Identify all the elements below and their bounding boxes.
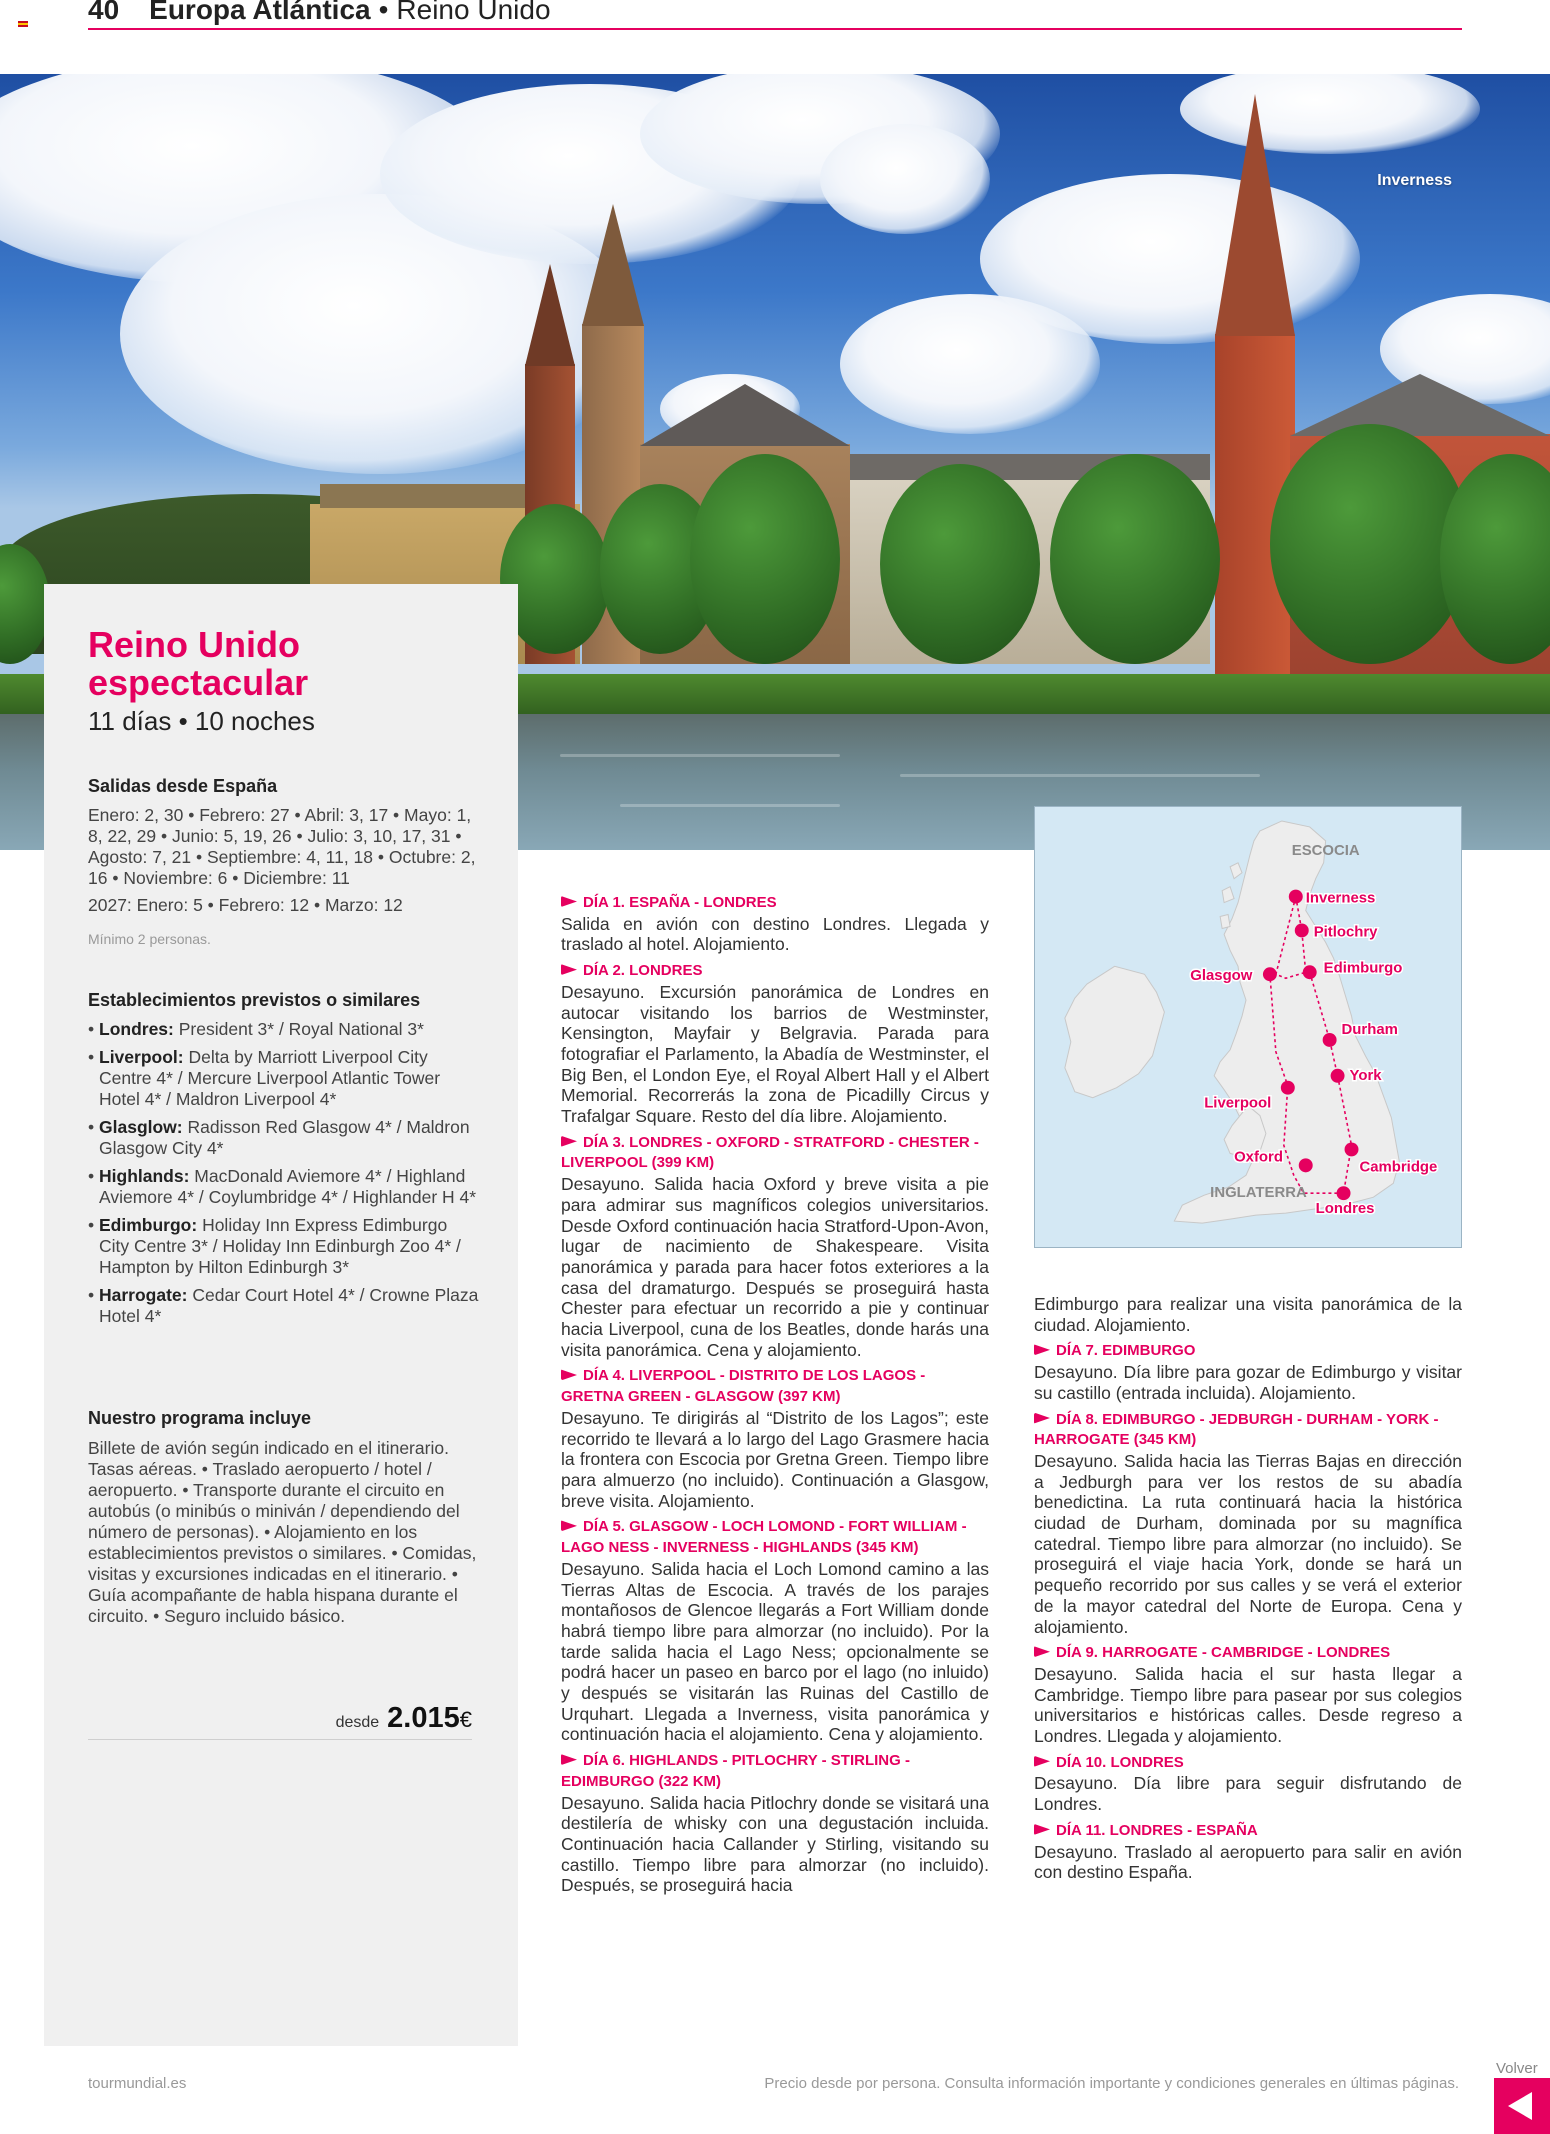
hotel-item-harrogate: • Harrogate: Cedar Court Hotel 4* / Crowne Plaza Hotel 4* — [88, 1285, 480, 1327]
back-arrow-icon — [1508, 2092, 1532, 2120]
tour-title: Reino Unido espectacular — [88, 624, 309, 703]
map-label-inglaterra: INGLATERRA — [1210, 1184, 1307, 1202]
departures-text: Enero: 2, 30 • Febrero: 27 • Abril: 3, 17 • Mayo: 1, 8, 22, 29 • Junio: 5, 19, 26 • Julio: 3, 10, 17, 31 • Agosto: 7, 21 • Septiembre: 4, 11, 18 • Octubre: 2, 16 • Noviembre: 6 • Diciembre: 11 — [88, 805, 476, 888]
day-description: Desayuno. Salida hacia Pitlochry donde se visitará una destilería de whisky con una degustación incluida. Continuación hacia Callander y Stirling, visitando su castillo. Tiempo libre para almorzar (no incluido). Después, se proseguirá hacia — [561, 1792, 989, 1896]
back-label[interactable]: Volver — [1496, 2060, 1538, 2077]
includes-heading: Nuestro programa incluye — [88, 1408, 312, 1428]
departures-2027: 2027: Enero: 5 • Febrero: 12 • Marzo: 12 — [88, 895, 403, 915]
hotel-item-liverpool: • Liverpool: Delta by Marriott Liverpool City Centre 4* / Mercure Liverpool Atlantic Tower Hotel 4* / Maldron Liverpool 4* — [88, 1047, 480, 1110]
play-arrow-icon — [561, 1520, 577, 1531]
day-heading: DÍA 10. LONDRES — [1034, 1753, 1462, 1774]
map-label-pitlochry: Pitlochry — [1313, 923, 1378, 941]
map-label-glasgow: Glasgow — [1190, 967, 1253, 985]
map-label-cambridge: Cambridge — [1359, 1158, 1438, 1176]
day-description: Desayuno. Salida hacia el sur hasta llegar a Cambridge. Tiempo libre para pasear por sus colegios universitarios e históricas calles. Desde regreso a Londres. Llegada y alojamiento. — [1034, 1663, 1462, 1747]
hotel-item-highlands: • Highlands: MacDonald Aviemore 4* / Highland Aviemore 4* / Coylumbridge 4* / Highlander H 4* — [88, 1166, 480, 1208]
price-amount: 2.015 — [387, 1702, 460, 1734]
itinerary-column-2 — [1034, 1294, 1462, 1883]
day-heading: DÍA 3. LONDRES - OXFORD - STRATFORD - CHESTER - LIVERPOOL (399 KM) — [561, 1133, 979, 1172]
back-button[interactable] — [1494, 2078, 1550, 2134]
page-number: 40 — [88, 0, 120, 25]
play-arrow-icon — [561, 1754, 577, 1765]
price-prefix: desde — [335, 1714, 380, 1731]
play-arrow-icon — [1034, 1756, 1050, 1767]
country-name: Reino Unido — [396, 0, 551, 25]
hotels-list — [88, 1019, 480, 1334]
departures-heading: Salidas desde España — [88, 776, 278, 796]
day-heading: DÍA 7. EDIMBURGO — [1034, 1341, 1462, 1362]
day-description: Desayuno. Te dirigirás al “Distrito de los Lagos”; este recorrido te llevará a lo largo del Lago Grasmere hacia la frontera con Escocia por Gretna Green. Tiempo libre para almuerzo (no incluido). Continuación a Glasgow, breve visita. Alojamiento. — [561, 1407, 989, 1511]
region-name: Europa Atlántica — [149, 0, 371, 25]
map-label-inverness: Inverness — [1305, 889, 1376, 907]
page-header — [88, 0, 1462, 30]
photo-caption: Inverness — [1377, 172, 1452, 189]
hotel-item-edimburgo: • Edimburgo: Holiday Inn Express Edimburgo City Centre 3* / Holiday Inn Edinburgh Zoo 4* / Hampton by Hilton Edinburgh 3* — [88, 1215, 480, 1278]
map-label-oxford: Oxford — [1234, 1148, 1283, 1166]
day-description: Desayuno. Salida hacia el Loch Lomond camino a las Tierras Altas de Escocia. A través de los parajes montañosos de Glencoe llegarás a Fort William donde habrá tiempo libre para almorzar (no incluido). Por la tarde salida hacia el Lago Ness; opcionalmente se podrá hacer un paseo en barco por el lago (no inluido) y después se visitarán las Ruinas del Castillo de Urquhart. Llegada a Inverness, visita panorámica y continuación hacia el alojamiento. Cena y alojamiento. — [561, 1558, 989, 1745]
day-heading: DÍA 2. LONDRES — [561, 961, 989, 982]
play-arrow-icon — [1034, 1413, 1050, 1424]
map-label-londres: Londres — [1315, 1200, 1375, 1218]
map-label-durham: Durham — [1341, 1020, 1398, 1038]
map-label-liverpool: Liverpool — [1204, 1094, 1272, 1112]
day-heading: DÍA 4. LIVERPOOL - DISTRITO DE LOS LAGOS - GRETNA GREEN - GLASGOW (397 KM) — [561, 1367, 926, 1406]
play-arrow-icon — [1034, 1344, 1050, 1355]
hotels-heading: Establecimientos previstos o similares — [88, 990, 421, 1010]
day-description: Desayuno. Día libre para seguir disfrutando de Londres. — [1034, 1773, 1462, 1815]
spain-flag-icon — [18, 21, 28, 27]
price-row — [88, 1702, 472, 1740]
includes-text: Billete de avión según indicado en el itinerario. Tasas aéreas. • Traslado aeropuerto / hotel / aeropuerto. • Transporte durante el circuito en autobús (o minibús o miniván / dependiendo del número de personas). • Alojamiento en los establecimientos previstos o similares. • Comidas, visitas y excursiones indicadas en el itinerario. • Guía acompañante de habla hispana durante el circuito. • Seguro incluido básico. — [88, 1438, 477, 1626]
hotel-item-londres: • Londres: President 3* / Royal National 3* — [88, 1019, 480, 1040]
day-heading: DÍA 8. EDIMBURGO - JEDBURGH - DURHAM - YORK - HARROGATE (345 KM) — [1034, 1410, 1439, 1449]
day-heading: DÍA 6. HIGHLANDS - PITLOCHRY - STIRLING - EDIMBURGO (322 KM) — [561, 1752, 910, 1790]
play-arrow-icon — [1034, 1824, 1050, 1835]
day-description: Desayuno. Traslado al aeropuerto para salir en avión con destino España. — [1034, 1841, 1462, 1883]
day-heading: DÍA 11. LONDRES - ESPAÑA — [1034, 1821, 1462, 1842]
map-label-york: York — [1349, 1066, 1382, 1084]
day-description: Salida en avión con destino Londres. Llegada y traslado al hotel. Alojamiento. — [561, 913, 989, 955]
map-label-edimburgo: Edimburgo — [1323, 959, 1403, 977]
hotel-item-glasgow: • Glasglow: Radisson Red Glasgow 4* / Maldron Glasgow City 4* — [88, 1117, 480, 1159]
day-description: Desayuno. Día libre para gozar de Edimburgo y visitar su castillo (entrada incluida). Alojamiento. — [1034, 1362, 1462, 1403]
website-link[interactable]: tourmundial.es — [88, 2075, 187, 2092]
map-label-escocia: ESCOCIA — [1291, 841, 1360, 859]
play-arrow-icon — [561, 1369, 577, 1380]
play-arrow-icon — [561, 964, 577, 975]
tour-duration: 11 días • 10 noches — [88, 706, 315, 736]
play-arrow-icon — [561, 1136, 577, 1147]
day-heading: DÍA 1. ESPAÑA - LONDRES — [561, 893, 989, 914]
day-description: Desayuno. Excursión panorámica de Londres en autocar visitando los barrios de Westminster, Kensington, Mayfair y Belgravia. Parada para fotografiar el Parlamento, la Abadía de Westminster, el Big Ben, el London Eye, el Royal Albert Hall y el Albert Memorial. Recorrerás la zona de Picadilly Circus y Trafalgar Square. Resto del día libre. Alojamiento. — [561, 981, 989, 1127]
header-separator: • — [378, 0, 389, 25]
itinerary-column-1 — [561, 893, 989, 1896]
day-heading: DÍA 5. GLASGOW - LOCH LOMOND - FORT WILLIAM - LAGO NESS - INVERNESS - HIGHLANDS (345 KM) — [561, 1518, 967, 1557]
day-description-continued: Edimburgo para realizar una visita panorámica de la ciudad. Alojamiento. — [1034, 1294, 1462, 1335]
play-arrow-icon — [1034, 1646, 1050, 1657]
footer-disclaimer: Precio desde por persona. Consulta información importante y condiciones generales en últimas páginas. — [764, 2075, 1459, 2092]
route-map — [1034, 806, 1462, 1248]
play-arrow-icon — [561, 896, 577, 907]
minimum-people-note: Mínimo 2 personas. — [88, 931, 211, 947]
price-currency: € — [459, 1707, 472, 1732]
day-description: Desayuno. Salida hacia Oxford y breve visita a pie para admirar sus magníficos colegios universitarios. Desde Oxford continuación hacia Stratford-Upon-Avon, lugar de nacimiento de Shakespeare. Visita panorámica y parada para hacer fotos exteriores a la casa del dramaturgo. Después se proseguirá hasta Chester para efectuar un recorrido a pie y continuar hacia Liverpool, cuna de los Beatles, donde harás una visita panorámica. Cena y alojamiento. — [561, 1174, 989, 1360]
day-heading: DÍA 9. HARROGATE - CAMBRIDGE - LONDRES — [1034, 1643, 1462, 1664]
day-description: Desayuno. Salida hacia las Tierras Bajas en dirección a Jedburgh para ver los restos de su abadía benedictina. La ruta continuará hacia la histórica ciudad de Durham, dominada por su magnífica catedral. Tiempo libre para almorzar (no incluido). Se proseguirá el viaje hacia York, donde se hará un pequeño recorrido por sus calles y se verá el exterior de la mayor catedral del Norte de Europa. Cena y alojamiento. — [1034, 1450, 1462, 1637]
